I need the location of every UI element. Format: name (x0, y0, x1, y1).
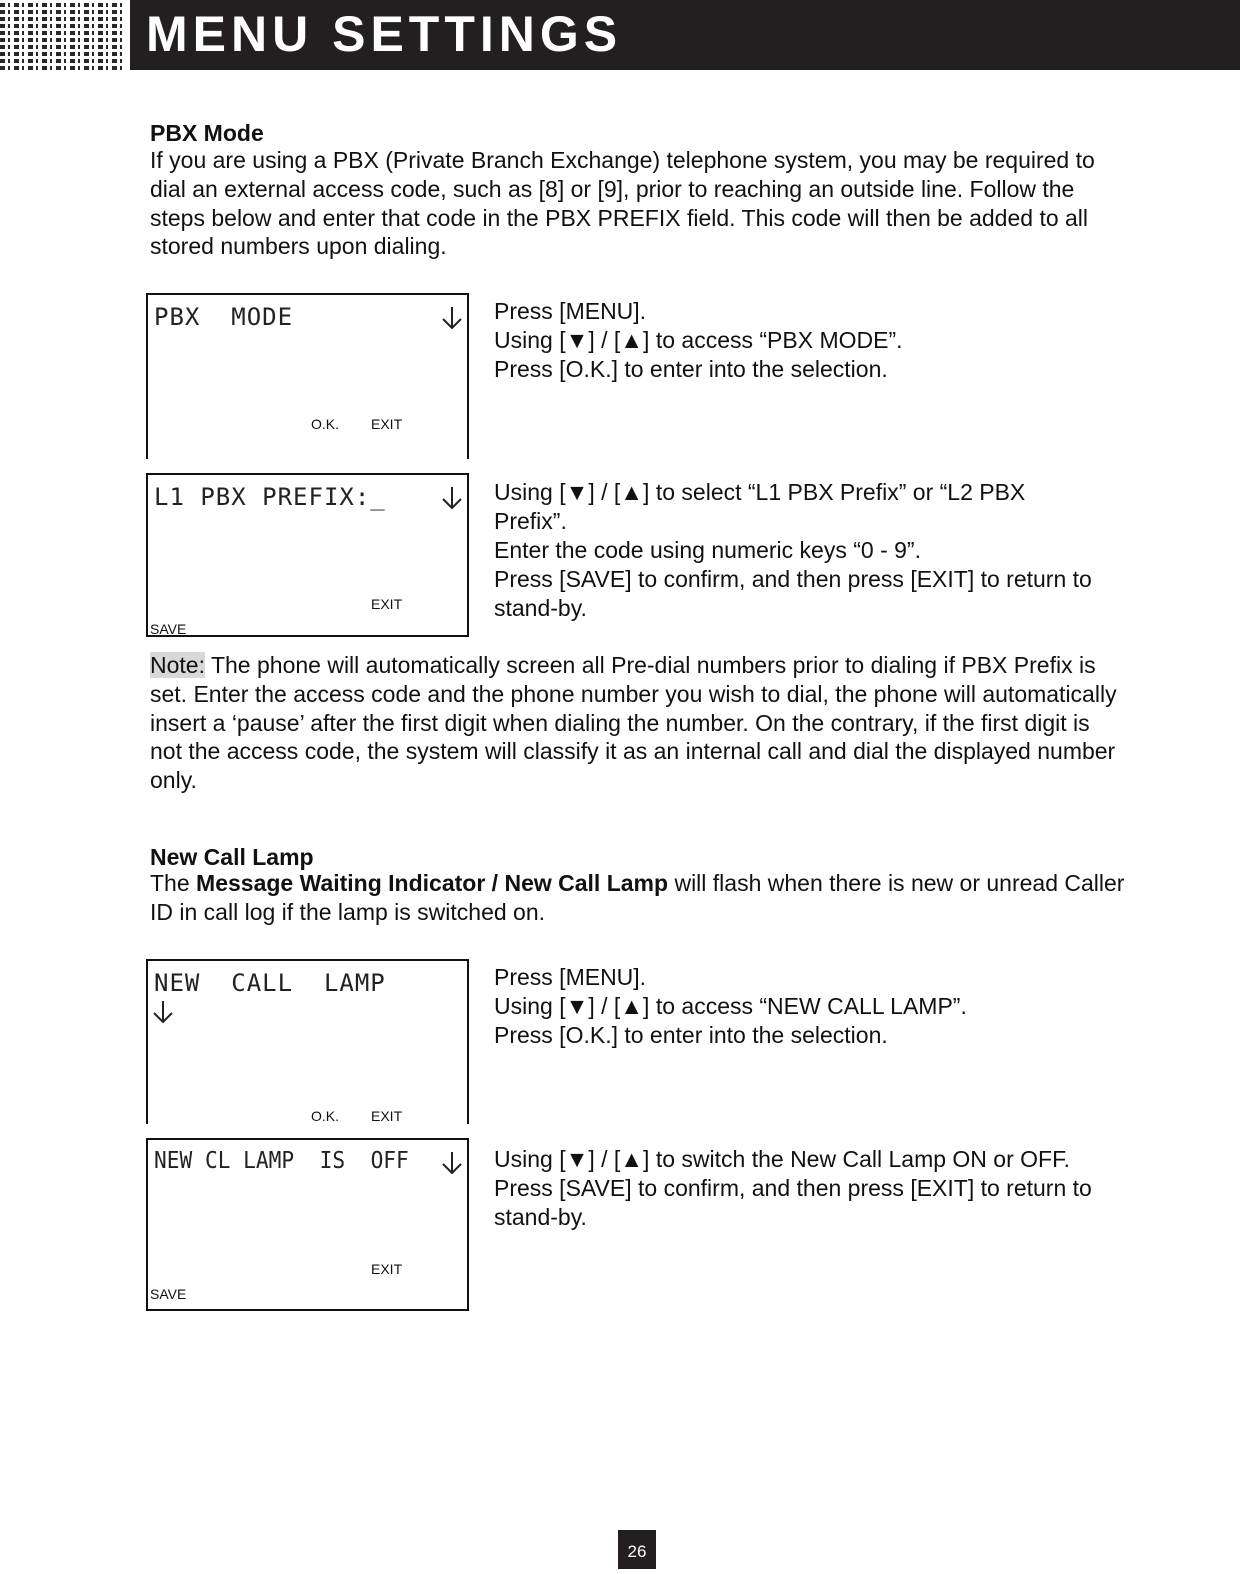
pbx-note (150, 651, 1125, 795)
lamp-status-steps (494, 1145, 1094, 1232)
step-line: Press [O.K.] to enter into the selection. (494, 356, 888, 382)
pbx-mode-intro: If you are using a PBX (Private Branch Exchange) telephone system, you may be required to dial an external access code, such as [8] or [9], prior to reaching an outside line. Follow the steps below and enter that code in the PBX PREFIX field. This code will then be added to all stored numbers upon dialing. (150, 147, 1095, 260)
step-line: Using [▼] / [▲] to switch the New Call Lamp ON or OFF. (494, 1146, 1070, 1172)
pbx-mode-steps (494, 297, 1094, 384)
exit-softkey-label: EXIT (371, 1261, 403, 1277)
intro-bold: Message Waiting Indicator / New Call Lamp (196, 870, 669, 896)
step-line: Press [MENU]. (494, 964, 647, 990)
step-line: Press [SAVE] to confirm, and then press [EXIT] to return to stand-by. (494, 566, 1092, 621)
lcd-text: L1 PBX PREFIX:_ (154, 483, 386, 511)
exit-softkey-label: EXIT (371, 596, 403, 612)
lcd-screen-pbx-prefix (146, 473, 469, 637)
ok-softkey-label: O.K. (311, 416, 340, 432)
lcd-screen-lamp-status (146, 1138, 469, 1311)
new-call-lamp-heading: New Call Lamp (150, 844, 314, 870)
step-line: Press [O.K.] to enter into the selection. (494, 1022, 888, 1048)
pbx-prefix-steps (494, 478, 1094, 623)
new-call-lamp-steps (494, 963, 1094, 1050)
intro-suffix: will flash when there is new or unread Caller ID in call log if the lamp is switched on. (150, 870, 1125, 925)
lcd-screen-pbx-mode (146, 293, 469, 459)
step-line: Using [▼] / [▲] to access “PBX MODE”. (494, 327, 903, 353)
new-call-lamp-intro (150, 869, 1125, 927)
down-arrow-icon (441, 305, 463, 331)
step-line: Using [▼] / [▲] to access “NEW CALL LAMP”. (494, 993, 967, 1019)
save-softkey-label: SAVE (150, 621, 187, 637)
note-text: The phone will automatically screen all Pre-dial numbers prior to dialing if PBX Prefix is set. Enter the access code and the phone number you wish to dial, the phone will automatically insert a ‘pause’ after the first digit when dialing the number. On the contrary, if the first digit is not the access code, the system will classify it as an internal call and dial the displayed number only. (150, 652, 1117, 794)
step-line: Using [▼] / [▲] to select “L1 PBX Prefix” or “L2 PBX Prefix”. (494, 479, 1026, 534)
page-title: MENU SETTINGS (146, 6, 623, 62)
step-line: Press [MENU]. (494, 298, 647, 324)
header-logo (0, 0, 122, 70)
note-label: Note: (150, 652, 205, 678)
save-softkey-label: SAVE (150, 1286, 187, 1302)
intro-prefix: The (150, 870, 197, 896)
down-arrow-icon (152, 999, 174, 1025)
page-number: 26 (618, 1530, 656, 1569)
exit-softkey-label: EXIT (371, 416, 403, 432)
pbx-mode-heading: PBX Mode (150, 120, 264, 146)
lcd-text: PBX MODE (154, 303, 294, 331)
down-arrow-icon (441, 1150, 463, 1176)
step-line: Enter the code using numeric keys “0 - 9”. (494, 537, 921, 563)
step-line: Press [SAVE] to confirm, and then press [EXIT] to return to stand-by. (494, 1175, 1092, 1230)
lcd-text: NEW CALL LAMP (154, 969, 386, 997)
exit-softkey-label: EXIT (371, 1108, 403, 1124)
ok-softkey-label: O.K. (311, 1108, 340, 1124)
lcd-screen-new-call-lamp (146, 959, 469, 1124)
down-arrow-icon (441, 485, 463, 511)
lcd-text: NEW CL LAMP IS OFF (154, 1148, 409, 1174)
